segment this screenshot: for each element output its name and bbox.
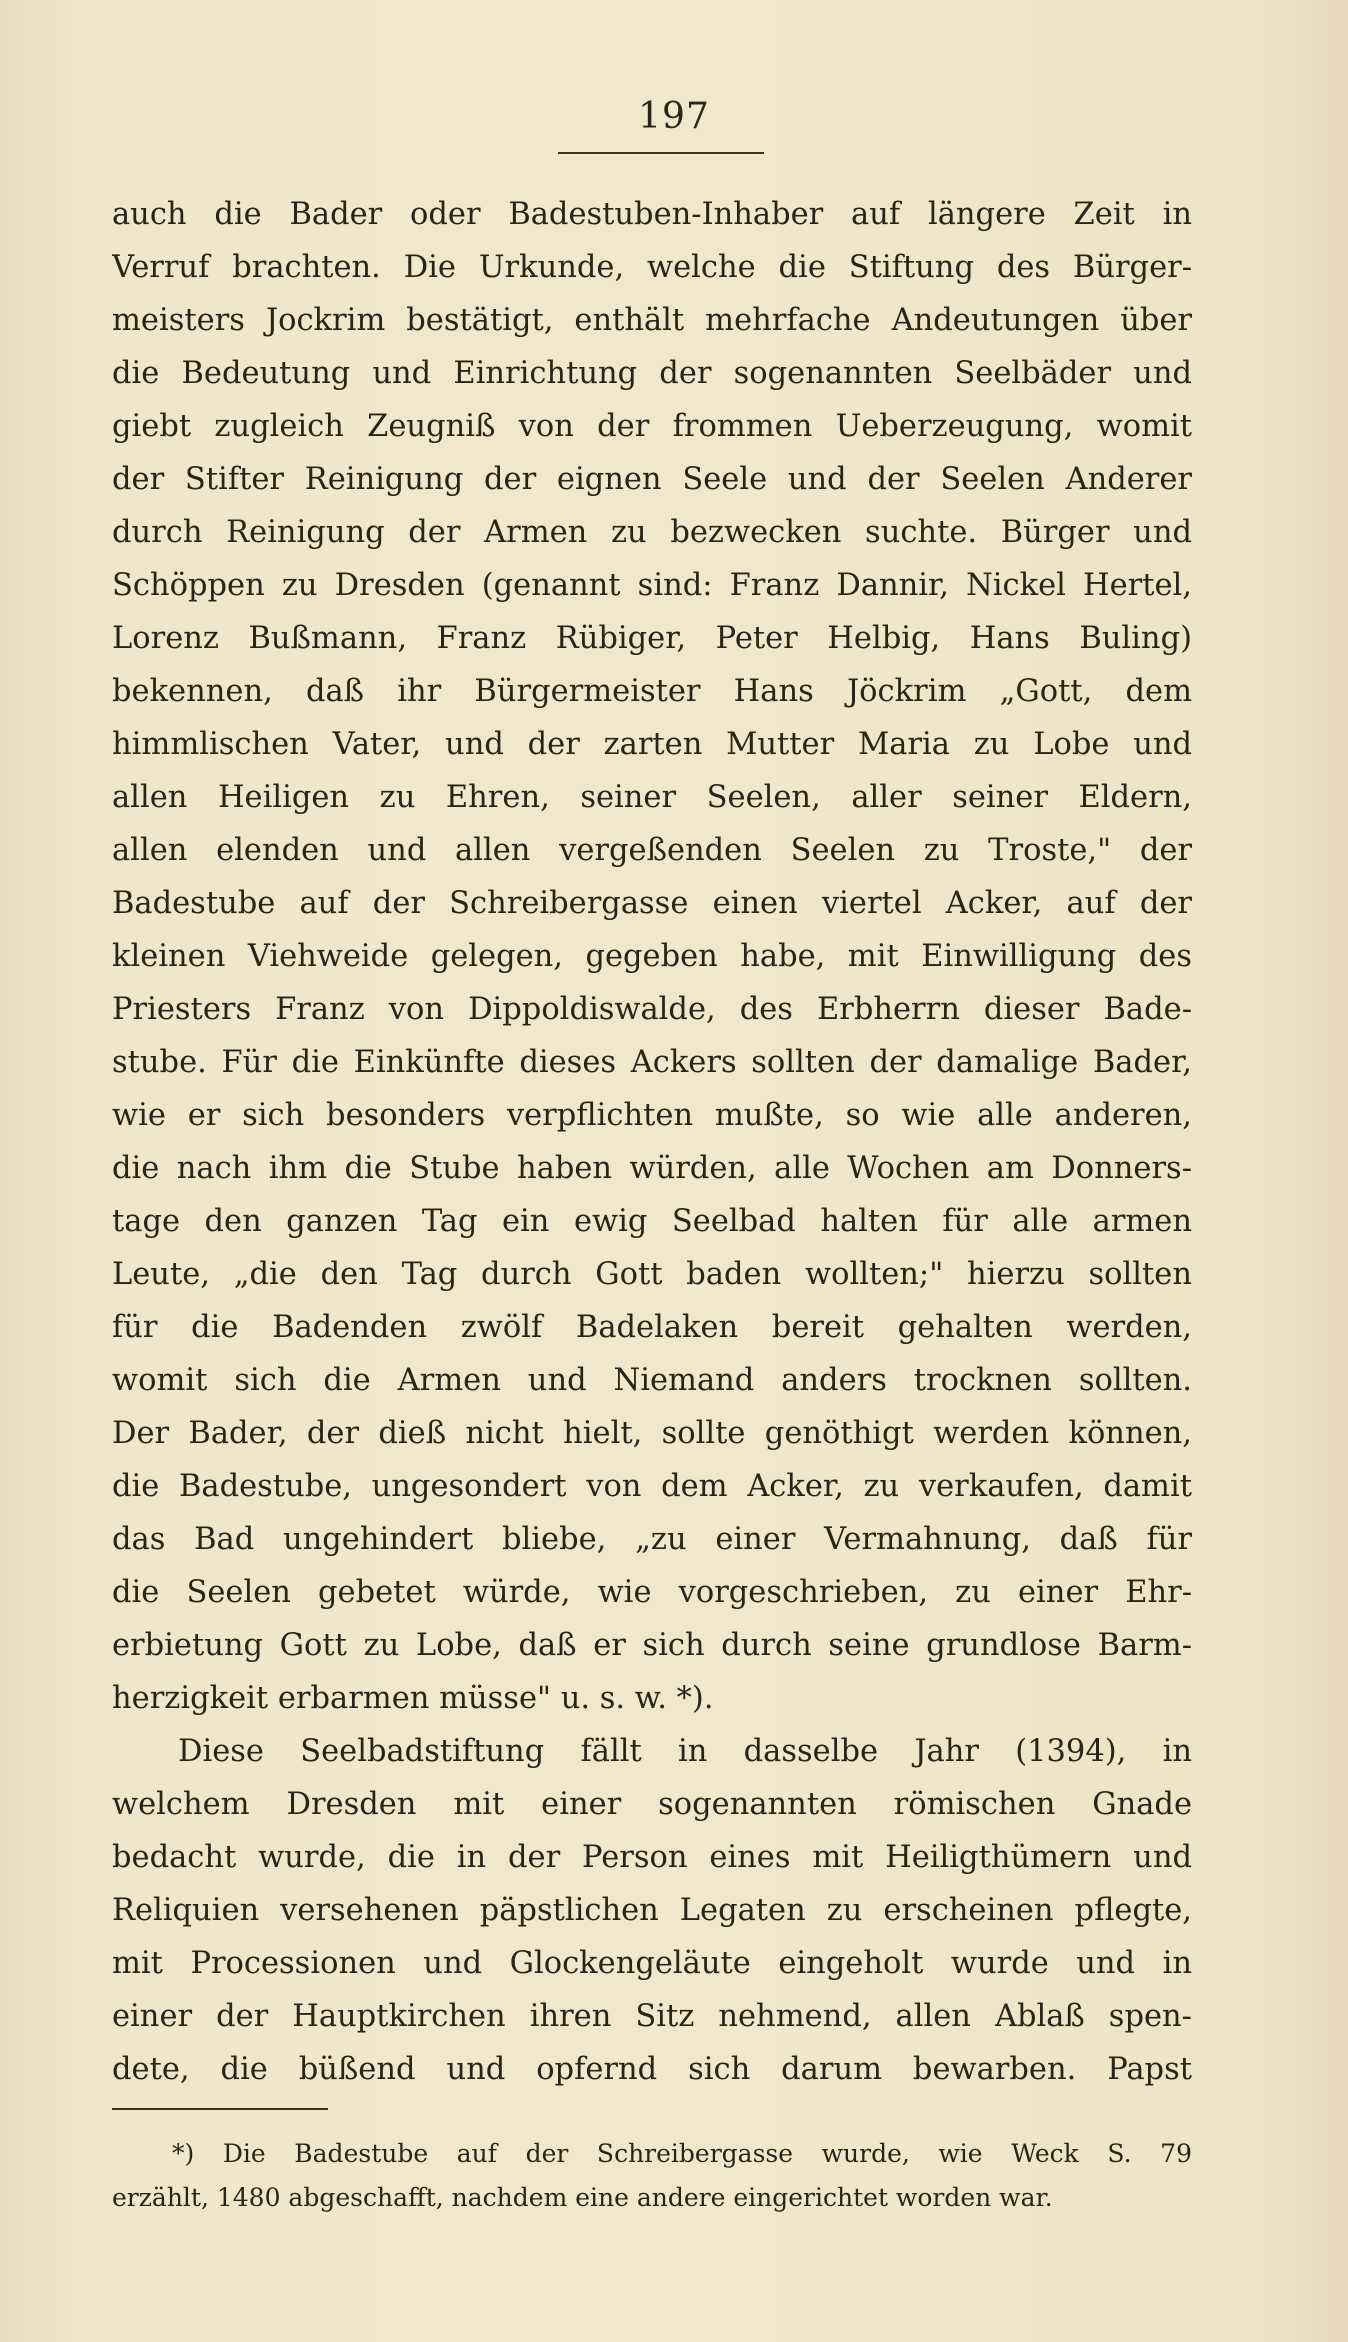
text-line: kleinen Viehweide gelegen, gegeben habe, mit Einwilligung des <box>112 939 1192 974</box>
text-line: stube. Für die Einkünfte dieses Ackers sollten der damalige Bader, <box>112 1045 1192 1080</box>
text-line: Reliquien versehenen päpstlichen Legaten zu erscheinen pflegte, <box>112 1893 1192 1928</box>
text-line: der Stifter Reinigung der eignen Seele und der Seelen Anderer <box>112 462 1192 497</box>
text-line: himmlischen Vater, und der zarten Mutter Maria zu Lobe und <box>112 727 1192 762</box>
text-line: allen Heiligen zu Ehren, seiner Seelen, aller seiner Eldern, <box>112 780 1192 815</box>
text-line: womit sich die Armen und Niemand anders trocknen sollten. <box>112 1363 1192 1398</box>
text-line: Priesters Franz von Dippoldiswalde, des Erbherrn dieser Bade- <box>112 992 1192 1027</box>
text-line: einer der Hauptkirchen ihren Sitz nehmend, allen Ablaß spen- <box>112 1999 1192 2034</box>
text-line: wie er sich besonders verpflichten mußte, so wie alle anderen, <box>112 1098 1192 1133</box>
text-line: Leute, „die den Tag durch Gott baden wollten;" hierzu sollten <box>112 1257 1192 1292</box>
text-line: erbietung Gott zu Lobe, daß er sich durch seine grundlose Barm- <box>112 1628 1192 1663</box>
text-line: Badestube auf der Schreibergasse einen viertel Acker, auf der <box>112 886 1192 921</box>
text-line: die nach ihm die Stube haben würden, alle Wochen am Donners- <box>112 1151 1192 1186</box>
text-line: für die Badenden zwölf Badelaken bereit gehalten werden, <box>112 1310 1192 1345</box>
footnote-line: erzählt, 1480 abgeschafft, nachdem eine andere eingerichtet worden war. <box>112 2183 1053 2212</box>
header-rule <box>558 152 764 154</box>
text-line: die Seelen gebetet würde, wie vorgeschrieben, zu einer Ehr- <box>112 1575 1192 1610</box>
text-line: auch die Bader oder Badestuben-Inhaber auf längere Zeit in <box>112 197 1192 232</box>
text-line: meisters Jockrim bestätigt, enthält mehrfache Andeutungen über <box>112 303 1192 338</box>
text-line: das Bad ungehindert bliebe, „zu einer Vermahnung, daß für <box>112 1522 1192 1557</box>
text-line: Schöppen zu Dresden (genannt sind: Franz Dannir, Nickel Hertel, <box>112 568 1192 603</box>
text-line: tage den ganzen Tag ein ewig Seelbad halten für alle armen <box>112 1204 1192 1239</box>
text-line: bekennen, daß ihr Bürgermeister Hans Jöckrim „Gott, dem <box>112 674 1192 709</box>
footnote <box>112 2132 1192 2220</box>
text-line: Der Bader, der dieß nicht hielt, sollte genöthigt werden können, <box>112 1416 1192 1451</box>
text-line: herzigkeit erbarmen müsse" u. s. w. *). <box>112 1681 714 1716</box>
text-line: Lorenz Bußmann, Franz Rübiger, Peter Helbig, Hans Buling) <box>112 621 1192 656</box>
text-line: allen elenden und allen vergeßenden Seelen zu Troste," der <box>112 833 1192 868</box>
text-line: Diese Seelbadstiftung fällt in dasselbe Jahr (1394), in <box>178 1734 1192 1769</box>
page-number: 197 <box>638 96 710 137</box>
text-line: die Badestube, ungesondert von dem Acker, zu verkaufen, damit <box>112 1469 1192 1504</box>
text-line: welchem Dresden mit einer sogenannten römischen Gnade <box>112 1787 1192 1822</box>
footnote-rule <box>112 2108 328 2110</box>
text-line: giebt zugleich Zeugniß von der frommen Ueberzeugung, womit <box>112 409 1192 444</box>
text-line: dete, die büßend und opfernd sich darum bewarben. Papst <box>112 2052 1192 2087</box>
body-text <box>112 188 1192 2096</box>
text-line: die Bedeutung und Einrichtung der sogenannten Seelbäder und <box>112 356 1192 391</box>
footnote-line: *) Die Badestube auf der Schreibergasse wurde, wie Weck S. 79 <box>172 2139 1192 2168</box>
text-line: durch Reinigung der Armen zu bezwecken suchte. Bürger und <box>112 515 1192 550</box>
text-line: Verruf brachten. Die Urkunde, welche die Stiftung des Bürger- <box>112 250 1192 285</box>
text-line: mit Processionen und Glockengeläute eingeholt wurde und in <box>112 1946 1192 1981</box>
text-line: bedacht wurde, die in der Person eines mit Heiligthümern und <box>112 1840 1192 1875</box>
